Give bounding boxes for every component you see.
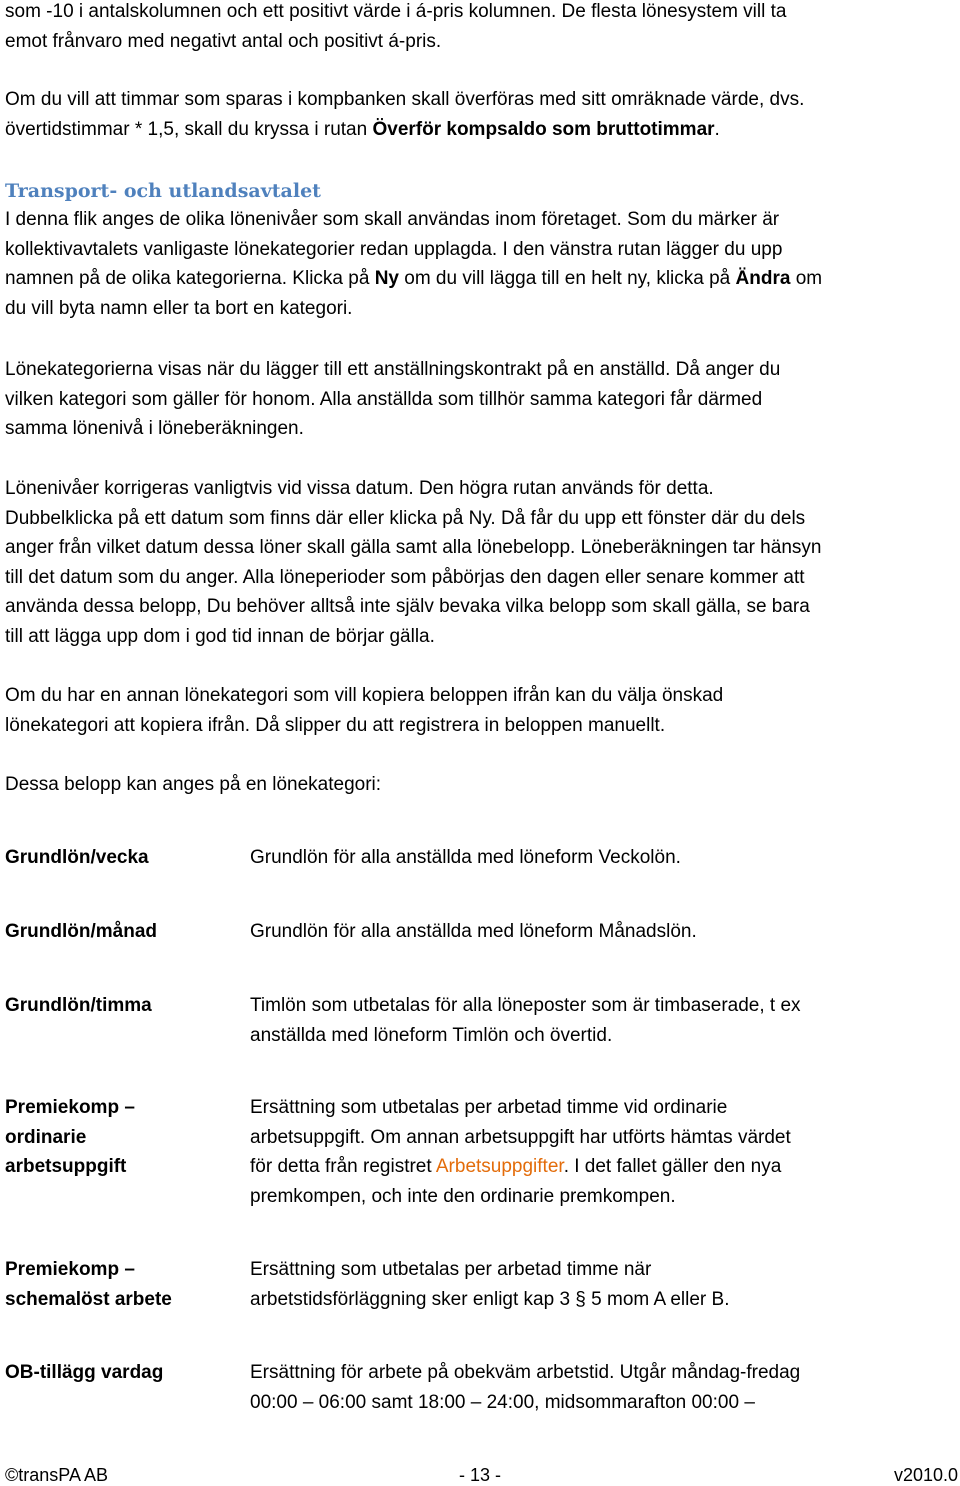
text-line: lönekategori att kopiera ifrån. Då slipper du att registrera in beloppen manuellt. <box>5 714 666 736</box>
text-line: använda dessa belopp, Du behöver alltså inte själv bevaka vilka belopp som skall gälla, se bara <box>5 596 810 617</box>
definition-description <box>250 991 955 1050</box>
definition-description <box>250 1255 955 1314</box>
kompbank-text: övertidstimmar * 1,5, skall du kryssa i rutan <box>5 118 373 140</box>
term-line: arbetsuppgift <box>5 1156 127 1177</box>
desc-line <box>250 1152 955 1182</box>
text-line: kollektivavtalets vanligaste lönekategorier redan upplagda. I den vänstra rutan lägger du upp <box>5 238 783 260</box>
section-paragraph-5 <box>5 770 381 800</box>
desc-line: Ersättning som utbetalas per arbetad timme när <box>250 1259 652 1280</box>
term-line: schemalöst arbete <box>5 1288 172 1310</box>
term-line: Premiekomp – <box>5 1259 135 1280</box>
text-line: anger från vilket datum dessa löner skall gälla samt alla lönebelopp. Löneberäkningen tar hänsyn <box>5 537 822 558</box>
desc-line: anställda med löneform Timlön och övertid. <box>250 1024 613 1046</box>
ny-button-name: Ny <box>374 268 399 289</box>
text-line: till det datum som du anger. Alla löneperioder som påbörjas den dagen eller senare kommer att <box>5 566 805 588</box>
text-fragment: om du vill lägga till en helt ny, klicka på <box>398 268 736 289</box>
page-footer <box>0 1464 960 1486</box>
text-line: Dessa belopp kan anges på en lönekategori: <box>5 774 382 795</box>
text-line: samma lönenivå i löneberäkningen. <box>5 418 304 439</box>
desc-line: Grundlön för alla anställda med löneform Veckolön. <box>250 847 681 868</box>
kompbank-line <box>5 115 804 145</box>
definition-term <box>5 843 225 873</box>
andra-button-name: Ändra <box>735 268 791 289</box>
section-paragraph-4 <box>5 681 723 740</box>
kompbank-line: Om du vill att timmar som sparas i kompbanken skall överföras med sitt omräknade värde, dvs. <box>5 89 805 110</box>
footer-copyright: ©transPA AB <box>5 1465 108 1485</box>
definition-description <box>250 1358 955 1417</box>
definition-term <box>5 917 225 947</box>
kompbank-paragraph <box>5 85 804 144</box>
term-line: Grundlön/timma <box>5 995 152 1016</box>
definition-description <box>250 917 955 947</box>
definition-description <box>250 843 955 873</box>
section-paragraph-2 <box>5 355 780 444</box>
kompbank-checkbox-name: Överför kompsaldo som bruttotimmar <box>372 118 715 140</box>
text-line: vilken kategori som gäller för honom. Alla anställda som tillhör samma kategori får därmed <box>5 388 763 410</box>
definition-term <box>5 1358 225 1388</box>
kompbank-period: . <box>714 118 720 140</box>
definition-description <box>250 1093 955 1211</box>
text-line: Dubbelklicka på ett datum som finns där eller klicka på Ny. Då får du upp ett fönster där du dels <box>5 507 806 529</box>
desc-line: Ersättning som utbetalas per arbetad timme vid ordinarie <box>250 1097 728 1118</box>
intro-line: som -10 i antalskolumnen och ett positivt värde i á-pris kolumnen. De flesta lönesystem vill ta <box>5 1 787 22</box>
intro-paragraph <box>5 0 786 56</box>
footer-version: v2010.0 <box>893 1465 958 1485</box>
desc-line: Timlön som utbetalas för alla löneposter som är timbaserade, t ex <box>250 995 801 1016</box>
section-paragraph-3 <box>5 474 821 651</box>
text-fragment: om <box>790 268 823 289</box>
text-line: Lönekategorierna visas när du lägger till ett anställningskontrakt på en anställd. Då anger du <box>5 359 781 380</box>
text-line: Lönenivåer korrigeras vanligtvis vid vissa datum. Den högra rutan används för detta. <box>5 478 714 499</box>
section-heading-wrap <box>5 176 321 206</box>
desc-line: 00:00 – 06:00 samt 18:00 – 24:00, midsommarafton 00:00 – <box>250 1391 755 1413</box>
definition-term <box>5 1255 225 1314</box>
term-line: Grundlön/månad <box>5 921 157 942</box>
term-line: OB-tillägg vardag <box>5 1362 164 1383</box>
desc-line: premkompen, och inte den ordinarie premkompen. <box>250 1185 676 1207</box>
term-line: ordinarie <box>5 1126 87 1148</box>
text-line: till att lägga upp dom i god tid innan de börjar gälla. <box>5 625 435 647</box>
term-line: Premiekomp – <box>5 1097 135 1118</box>
arbetsuppgifter-link[interactable]: Arbetsuppgifter <box>435 1156 564 1177</box>
desc-line: Grundlön för alla anställda med löneform Månadslön. <box>250 921 697 942</box>
section-paragraph-1 <box>5 205 822 323</box>
text-line: I denna flik anges de olika lönenivåer som skall användas inom företaget. Som du märker är <box>5 209 780 230</box>
text-line <box>5 264 822 294</box>
desc-line: arbetstidsförläggning sker enligt kap 3 § 5 mom A eller B. <box>250 1288 730 1310</box>
footer-page-number: - 13 - <box>459 1465 502 1485</box>
text-line: du vill byta namn eller ta bort en kategori. <box>5 297 353 319</box>
desc-fragment: . I det fallet gäller den nya <box>563 1156 782 1177</box>
text-fragment: namnen på de olika kategorierna. Klicka på <box>5 268 375 289</box>
desc-fragment: för detta från registret <box>250 1156 436 1177</box>
text-line: Om du har en annan lönekategori som vill kopiera beloppen ifrån kan du välja önskad <box>5 685 724 706</box>
desc-line: arbetsuppgift. Om annan arbetsuppgift har utförts hämtas värdet <box>250 1126 791 1148</box>
intro-line: emot frånvaro med negativt antal och positivt á-pris. <box>5 30 442 52</box>
term-line: Grundlön/vecka <box>5 847 149 868</box>
desc-line: Ersättning för arbete på obekväm arbetstid. Utgår måndag-fredag <box>250 1362 801 1383</box>
definition-term <box>5 1093 225 1182</box>
section-heading: Transport- och utlandsavtalet <box>5 180 321 202</box>
definition-term <box>5 991 225 1021</box>
